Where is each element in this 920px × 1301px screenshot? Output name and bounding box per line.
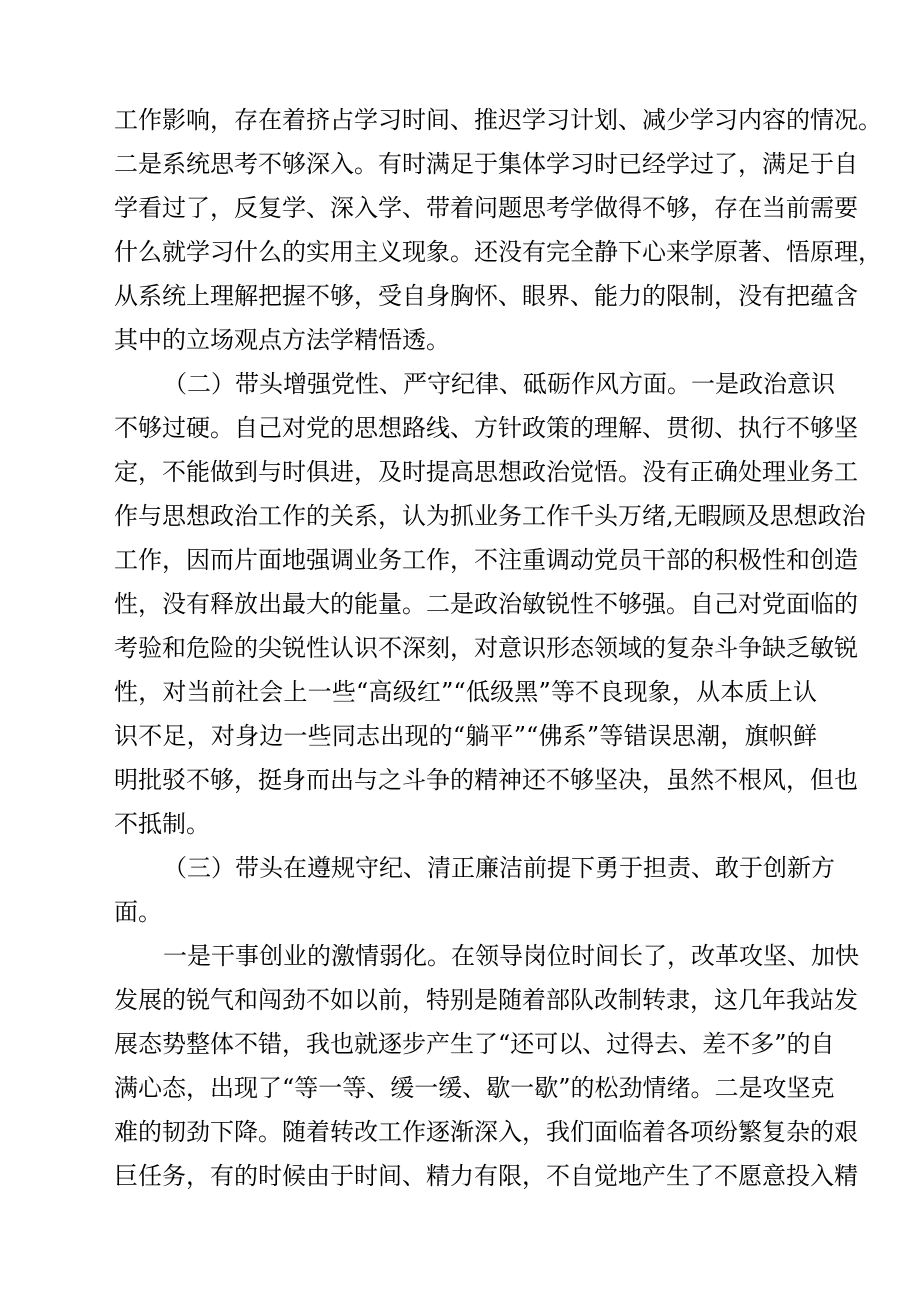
text-line: 面。 — [114, 898, 162, 926]
text-line: 什么就学习什么的实用主义现象。还没有完全静下心来学原著、悟原理， — [114, 238, 882, 266]
text-line: 定，不能做到与时俱进，及时提高思想政治觉悟。没有正确处理业务工 — [114, 458, 858, 486]
text-line: 其中的立场观点方法学精悟透。 — [114, 326, 450, 354]
text-line: 难的韧劲下降。随着转改工作逐渐深入，我们面临着各项纷繁复杂的艰 — [114, 1118, 858, 1146]
text-line: 性，对当前社会上一些“高级红”“低级黑”等不良现象，从本质上认 — [114, 678, 817, 706]
text-line: 二是系统思考不够深入。有时满足于集体学习时已经学过了，满足于自 — [114, 150, 858, 178]
text-line: 一是干事创业的激情弱化。在领导岗位时间长了，改革攻坚、加快 — [163, 942, 859, 970]
text-line: 发展的锐气和闯劲不如以前，特别是随着部队改制转隶，这几年我站发 — [114, 986, 858, 1014]
section-heading-3: （三）带头在遵规守纪、清正廉洁前提下勇于担责、敢于创新方 — [163, 854, 835, 882]
text-line: 展态势整体不错，我也就逐步产生了“还可以、过得去、差不多”的自 — [114, 1030, 835, 1058]
section-heading-2: （二）带头增强党性、严守纪律、砥砺作风方面。一是政治意识 — [163, 370, 835, 398]
text-line: 巨任务，有的时候由于时间、精力有限，不自觉地产生了不愿意投入精 — [114, 1162, 858, 1190]
text-line: 学看过了，反复学、深入学、带着问题思考学做得不够，存在当前需要 — [114, 194, 858, 222]
text-line: 不够过硬。自己对党的思想路线、方针政策的理解、贯彻、执行不够坚 — [114, 414, 858, 442]
text-line: 考验和危险的尖锐性认识不深刻，对意识形态领域的复杂斗争缺乏敏锐 — [114, 634, 858, 662]
text-line: 满心态，出现了“等一等、缓一缓、歇一歇”的松劲情绪。二是攻坚克 — [114, 1074, 835, 1102]
text-line: 工作，因而片面地强调业务工作，不注重调动党员干部的积极性和创造 — [114, 546, 858, 574]
text-line: 明批驳不够，挺身而出与之斗争的精神还不够坚决，虽然不根风，但也 — [114, 766, 858, 794]
text-line: 识不足，对身边一些同志出现的“躺平”“佛系”等错误思潮，旗帜鲜 — [114, 722, 817, 750]
text-line: 从系统上理解把握不够，受自身胸怀、眼界、能力的限制，没有把蕴含 — [114, 282, 858, 310]
text-line: 不抵制。 — [114, 810, 210, 838]
text-line: 性，没有释放出最大的能量。二是政治敏锐性不够强。自己对党面临的 — [114, 590, 858, 618]
text-line: 工作影响，存在着挤占学习时间、推迟学习计划、减少学习内容的情况。 — [114, 106, 882, 134]
text-line: 作与思想政治工作的关系，认为抓业务工作千头万绪,无暇顾及思想政治 — [114, 502, 866, 530]
